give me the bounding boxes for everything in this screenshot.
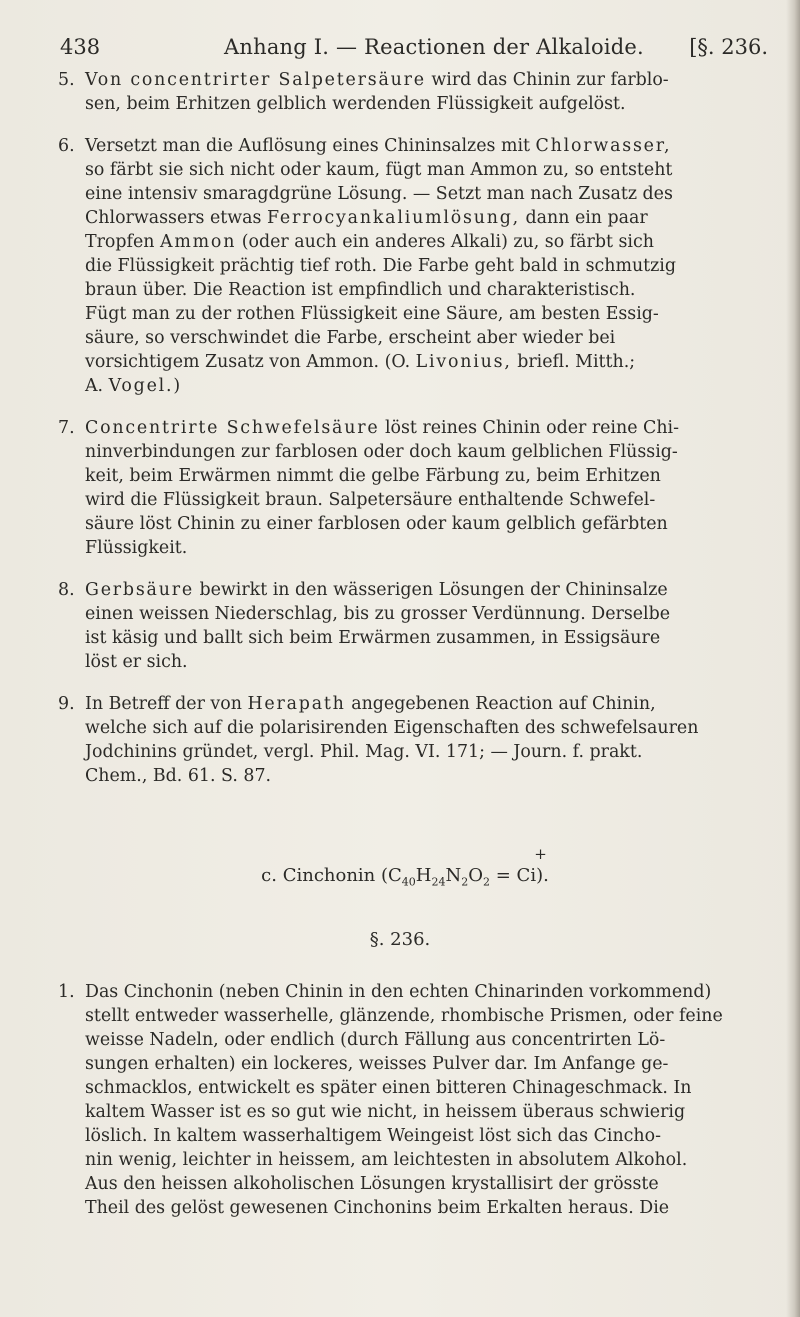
text: eine intensiv smaragdgrüne Lösung. — Setzt man nach Zusatz des: [85, 184, 673, 204]
text: Chlorwassers etwas: [85, 208, 267, 228]
text-line: [85, 206, 770, 230]
text: Tropfen: [85, 232, 160, 252]
text-line: [85, 182, 770, 206]
text-line: [85, 326, 770, 350]
text: vorsichtigem Zusatz von Ammon. (O.: [85, 352, 416, 372]
reaction-list: [58, 68, 770, 806]
text-line: [85, 254, 770, 278]
text: wird die Flüssigkeit braun. Salpetersäure enthaltende Schwefel-: [85, 490, 656, 510]
text-line: [85, 488, 770, 512]
text-line: [85, 536, 770, 560]
emphasized-text: Von concentrirter Salpetersäure: [85, 70, 426, 90]
text: Jodchinins gründet, vergl. Phil. Mag. VI. 171; — Journ. f. prakt.: [85, 742, 643, 762]
text-line: löslich. In kaltem wasserhaltigem Weingeist löst sich das Cincho-: [85, 1126, 661, 1146]
text-line: [85, 92, 770, 116]
text: sen, beim Erhitzen gelblich werdenden Flüssigkeit aufgelöst.: [85, 94, 626, 114]
text: keit, beim Erwärmen nimmt die gelbe Färbung zu, beim Erhitzen: [85, 466, 661, 486]
item-number: 6.: [58, 136, 75, 156]
text-line: [85, 374, 770, 398]
item-number: 9.: [58, 694, 75, 714]
text: ): [173, 376, 181, 396]
text-line: schmacklos, entwickelt es später einen bitteren Chinageschmack. In: [85, 1078, 692, 1098]
emphasized-text: Livonius,: [415, 352, 512, 372]
text-line: [85, 464, 770, 488]
list-item: [58, 578, 770, 674]
text: briefl. Mitth.;: [511, 352, 636, 372]
emphasized-text: Concentrirte Schwefelsäure: [85, 418, 380, 438]
text-line: kaltem Wasser ist es so gut wie nicht, in heissem überaus schwierig: [85, 1102, 686, 1122]
page-header: [60, 30, 768, 64]
formula-o: O: [468, 865, 484, 886]
text-line: Das Cinchonin (neben Chinin in den echten Chinarinden vorkommend): [85, 982, 712, 1002]
text: angegebenen Reaction auf Chinin,: [345, 694, 656, 714]
formula-label: c. Cinchonin (C: [261, 865, 402, 886]
text: braun über. Die Reaction ist empfindlich und charakteristisch.: [85, 280, 636, 300]
text: säure, so verschwindet die Farbe, erscheint aber wieder bei: [85, 328, 616, 348]
text: dann ein paar: [519, 208, 648, 228]
cinchonin-formula: [261, 845, 549, 890]
text: welche sich auf die polarisirenden Eigenschaften des schwefelsauren: [85, 718, 699, 738]
list-item: [58, 692, 770, 788]
list-item: [58, 416, 770, 560]
list-item: [58, 134, 770, 398]
text-line: [85, 650, 770, 674]
text-line: [85, 158, 770, 182]
emphasized-text: Herapath: [247, 694, 346, 714]
text-line: [85, 134, 770, 158]
text: Flüssigkeit.: [85, 538, 188, 558]
text-line: nin wenig, leichter in heissem, am leichtesten in absolutem Alkohol.: [85, 1150, 688, 1170]
text: Chem., Bd. 61. S. 87.: [85, 766, 272, 786]
text-line: [85, 350, 770, 374]
emphasized-text: Chlorwasser,: [535, 136, 672, 156]
section-heading: §. 236.: [369, 929, 431, 950]
formula-n: N: [445, 865, 462, 886]
text-line: [85, 626, 770, 650]
list-item: [58, 68, 770, 116]
text: (oder auch ein anderes Alkali) zu, so färbt sich: [236, 232, 654, 252]
emphasized-text: Ammon: [159, 232, 237, 252]
text-line: Theil des gelöst gewesenen Cinchonins beim Erkalten heraus. Die: [85, 1198, 670, 1218]
text: In Betreff der von: [85, 694, 248, 714]
section-reference: [§. 236.: [689, 35, 768, 59]
formula-sub-c: 40: [401, 875, 416, 889]
text-line: [85, 716, 770, 740]
text: ist käsig und ballt sich beim Erwärmen zusammen, in Essigsäure: [85, 628, 661, 648]
text: bewirkt in den wässerigen Lösungen der Chininsalze: [193, 580, 668, 600]
text-line: [85, 416, 770, 440]
formula-tail: = Ci).: [490, 865, 549, 886]
page-number: 438: [60, 35, 101, 59]
emphasized-text: Vogel.: [108, 376, 174, 396]
text-line: [85, 578, 770, 602]
text-line: [85, 230, 770, 254]
text-line: weisse Nadeln, oder endlich (durch Fällung aus concentrirten Lö-: [85, 1030, 666, 1050]
text-line: [85, 740, 770, 764]
formula-sub-n: 2: [461, 875, 469, 889]
plus-sign: +: [534, 845, 547, 863]
text-line: [85, 512, 770, 536]
text: löst reines Chinin oder reine Chi-: [379, 418, 679, 438]
page-edge-shadow: [786, 0, 800, 1317]
item-number: 8.: [58, 580, 75, 600]
text: wird das Chinin zur farblo-: [425, 70, 669, 90]
text-line: stellt entweder wasserhelle, glänzende, rhombische Prismen, oder feine: [85, 1006, 723, 1026]
text-line: [85, 440, 770, 464]
text: löst er sich.: [85, 652, 188, 672]
text-line: [85, 764, 770, 788]
item-number: 7.: [58, 418, 75, 438]
formula-h: H: [415, 865, 432, 886]
list-item: [58, 980, 770, 1220]
text: einen weissen Niederschlag, bis zu grosser Verdünnung. Derselbe: [85, 604, 671, 624]
cinchonin-list: [58, 980, 770, 1220]
text: die Flüssigkeit prächtig tief roth. Die Farbe geht bald in schmutzig: [85, 256, 676, 276]
text: Fügt man zu der rothen Flüssigkeit eine Säure, am besten Essig-: [85, 304, 659, 324]
text: säure löst Chinin zu einer farblosen oder kaum gelblich gefärbten: [85, 514, 668, 534]
text-line: [85, 68, 770, 92]
text-line: Aus den heissen alkoholischen Lösungen krystallisirt der grösste: [85, 1174, 659, 1194]
text-line: sungen erhalten) ein lockeres, weisses Pulver dar. Im Anfange ge-: [85, 1054, 669, 1074]
item-number: 5.: [58, 70, 75, 90]
cinchonin-heading: [85, 845, 725, 890]
text: Versetzt man die Auflösung eines Chininsalzes mit: [85, 136, 536, 156]
formula-sub-h: 24: [431, 875, 446, 889]
text-line: [85, 602, 770, 626]
text-line: [85, 278, 770, 302]
text: A.: [85, 376, 109, 396]
running-title: Anhang I. — Reactionen der Alkaloide.: [224, 35, 644, 59]
text: ninverbindungen zur farblosen oder doch kaum gelblichen Flüssig-: [85, 442, 678, 462]
emphasized-text: Gerbsäure: [85, 580, 194, 600]
text: so färbt sie sich nicht oder kaum, fügt man Ammon zu, so entsteht: [85, 160, 673, 180]
text-line: [85, 302, 770, 326]
text-line: [85, 692, 770, 716]
item-number: 1.: [58, 982, 75, 1002]
emphasized-text: Ferrocyankaliumlösung,: [267, 208, 520, 228]
formula-sub-o: 2: [483, 875, 491, 889]
